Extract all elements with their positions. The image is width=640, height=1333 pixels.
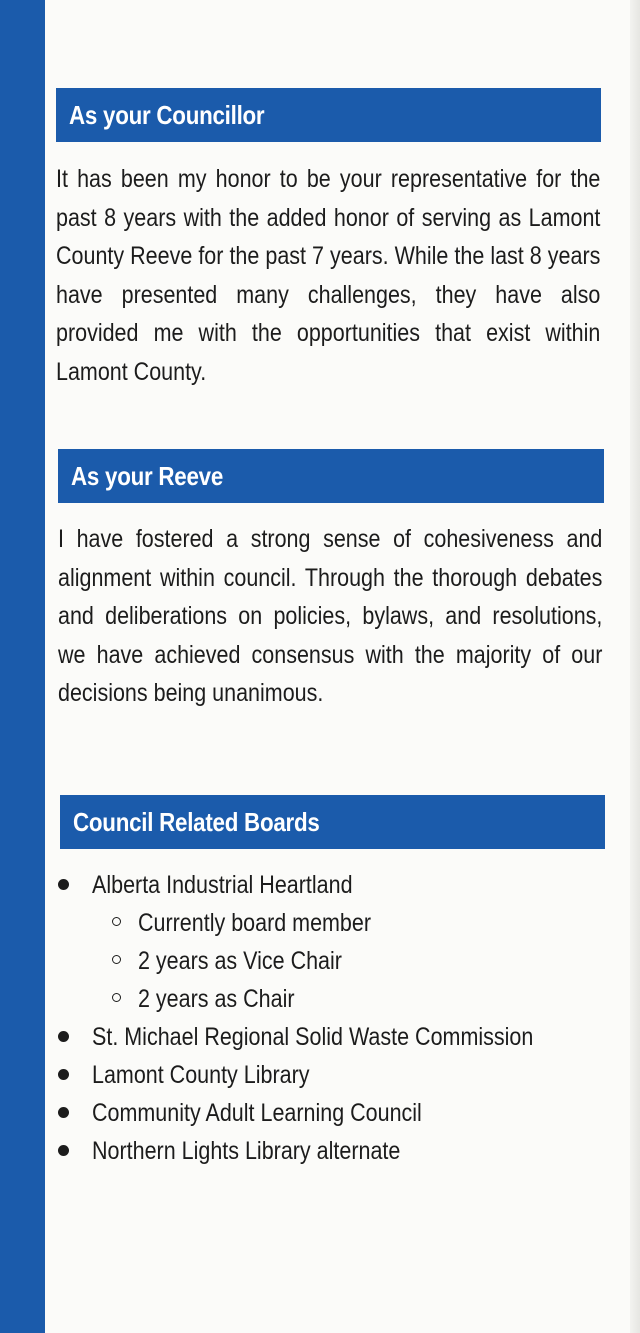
board-role: Currently board member <box>138 909 372 937</box>
left-color-band <box>0 0 45 1333</box>
bullet-icon <box>58 1107 69 1118</box>
bullet-icon <box>58 1069 69 1080</box>
board-name: Community Adult Learning Council <box>92 1099 422 1127</box>
hollow-bullet-icon <box>112 955 121 964</box>
reeve-paragraph <box>58 520 604 713</box>
board-name: Alberta Industrial Heartland <box>92 871 353 899</box>
hollow-bullet-icon <box>112 917 121 926</box>
board-role: 2 years as Vice Chair <box>138 947 342 975</box>
section-heading-reeve-text: As your Reeve <box>71 461 224 491</box>
councillor-paragraph <box>56 160 601 391</box>
section-heading-councillor-text: As your Councillor <box>69 100 265 130</box>
board-role: 2 years as Chair <box>138 985 295 1013</box>
section-heading-boards <box>60 795 605 849</box>
hollow-bullet-icon <box>112 993 121 1002</box>
section-heading-boards-text: Council Related Boards <box>73 807 320 837</box>
bullet-icon <box>58 1145 69 1156</box>
reeve-paragraph-text: I have fostered a strong sense of cohesiveness and alignment within council. Through the thorough debates and deliberations on policies, bylaws, and resolutions, we have achieved consensus with the majority of our decisions being unanimous. <box>58 525 603 707</box>
bullet-icon <box>58 1031 69 1042</box>
councillor-paragraph-text: It has been my honor to be your representative for the past 8 years with the added honor of serving as Lamont County Reeve for the past 7 years. While the last 8 years have presented many challenges, they have also provided me with the opportunities that exist within Lamont County. <box>56 165 601 386</box>
page-fold-edge <box>630 0 640 1333</box>
bullet-icon <box>58 879 69 890</box>
board-name: Lamont County Library <box>92 1061 310 1089</box>
section-heading-reeve <box>58 449 604 503</box>
section-heading-councillor <box>56 88 601 142</box>
board-name: St. Michael Regional Solid Waste Commission <box>92 1023 534 1051</box>
board-name: Northern Lights Library alternate <box>92 1137 401 1165</box>
